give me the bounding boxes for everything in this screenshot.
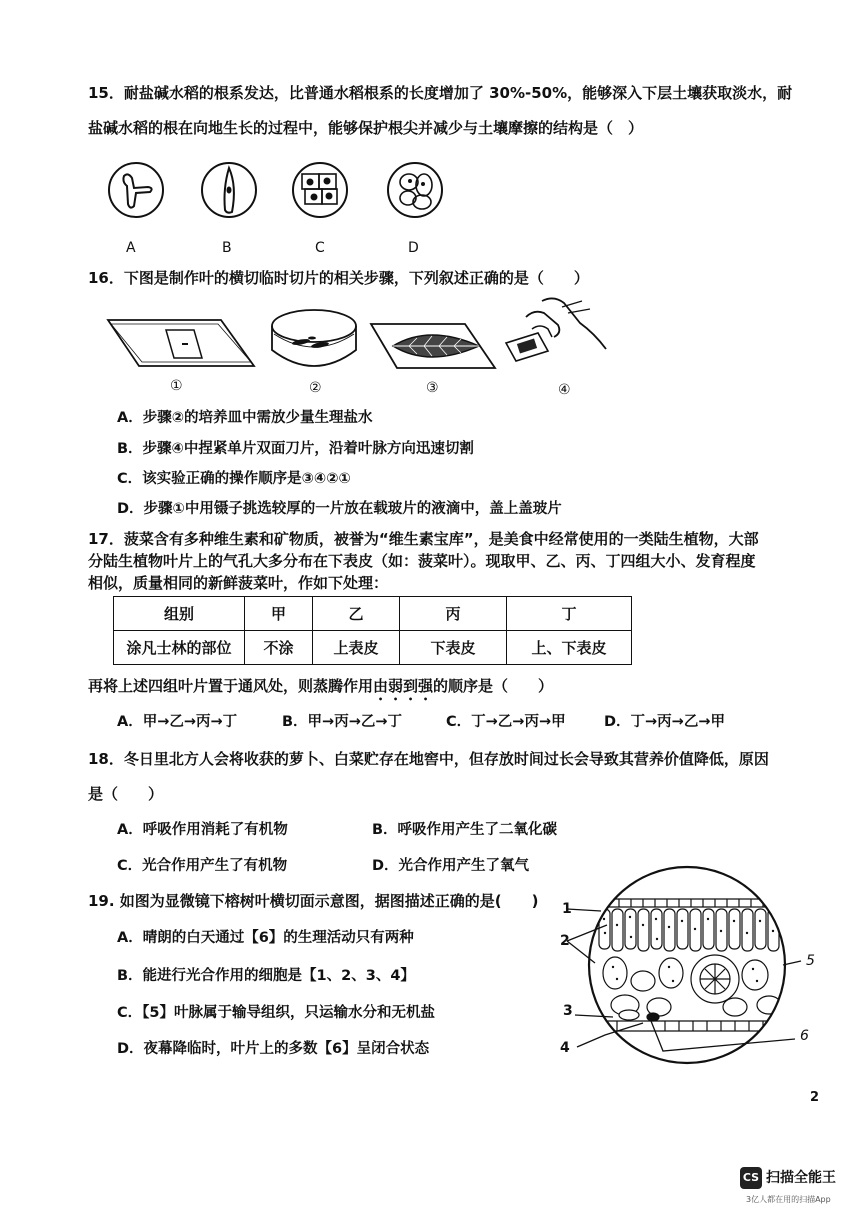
- q17-option-d[interactable]: D．丁→丙→乙→甲: [604, 714, 725, 730]
- q17-option-c[interactable]: C．丁→乙→丙→甲: [446, 714, 566, 730]
- q19-figure-label-6: 6: [800, 1028, 809, 1044]
- q16-option-a[interactable]: A．步骤②的培养皿中需放少量生理盐水: [117, 410, 373, 426]
- q18-option-b[interactable]: B．呼吸作用产生了二氧化碳: [372, 822, 558, 838]
- q17-question-line: [88, 676, 553, 704]
- q18-stem-line1: 18．冬日里北方人会将收获的萝卜、白菜贮存在地窖中，但存放时间过长会导致其营养价值降低，原因: [88, 750, 769, 768]
- q16-step3-leaf-figure: [369, 320, 497, 372]
- q17-question-emphasis: 由弱到强: [373, 677, 434, 695]
- q18-option-d[interactable]: D．光合作用产生了氧气: [372, 858, 530, 874]
- q15-label-a: A: [126, 240, 136, 256]
- q16-label-step4: ④: [558, 382, 571, 398]
- q15-stem-line2: 盐碱水稻的根在向地生长的过程中，能够保护根尖并减少与土壤摩擦的结构是（ ）: [88, 119, 644, 137]
- q18-stem-line2: 是（ ）: [88, 785, 164, 803]
- q15-label-b: B: [222, 240, 232, 256]
- q17-option-a[interactable]: A．甲→乙→丙→丁: [117, 714, 238, 730]
- q19-figure-label-5: 5: [806, 953, 815, 969]
- q19-stem: 19. 如图为显微镜下榕树叶横切面示意图，据图描述正确的是( ): [88, 892, 539, 910]
- q16-stem: 16．下图是制作叶的横切临时切片的相关步骤，下列叙述正确的是（ ）: [88, 269, 589, 287]
- q18-option-a[interactable]: A．呼吸作用消耗了有机物: [117, 822, 288, 838]
- scanner-logo-icon: CS: [740, 1167, 762, 1189]
- page-number: 2: [810, 1090, 820, 1105]
- table-header-cell: 组别: [114, 597, 245, 631]
- table-cell: 上表皮: [313, 631, 400, 665]
- scanner-tagline: 3亿人都在用的扫描App: [746, 1195, 831, 1204]
- table-cell: 上、下表皮: [507, 631, 632, 665]
- q16-label-step1: ①: [170, 378, 183, 394]
- q16-option-b[interactable]: B．步骤④中捏紧单片双面刀片，沿着叶脉方向迅速切割: [117, 441, 474, 457]
- q15-figure-a: [106, 160, 166, 220]
- q19-figure-label-2: 2: [560, 933, 570, 949]
- q19-figure-label-3: 3: [563, 1003, 573, 1019]
- table-header-cell: 丁: [507, 597, 632, 631]
- q19-option-b[interactable]: B．能进行光合作用的细胞是【1、2、3、4】: [117, 968, 415, 984]
- q16-option-d[interactable]: D．步骤①中用镊子挑选较厚的一片放在载玻片的液滴中，盖上盖玻片: [117, 501, 562, 517]
- q17-question-post: 的顺序是（ ）: [433, 677, 554, 695]
- q19-leaf-cross-section-figure: [555, 855, 820, 1070]
- q17-stem-line3: 相似，质量相同的新鲜菠菜叶，作如下处理：: [88, 574, 389, 592]
- q16-step4-cutting-figure: [502, 293, 610, 375]
- q17-option-b[interactable]: B．甲→丙→乙→丁: [282, 714, 402, 730]
- q18-option-c[interactable]: C．光合作用产生了有机物: [117, 858, 288, 874]
- q19-figure-label-1: 1: [562, 901, 572, 917]
- q17-question-pre: 再将上述四组叶片置于通风处，则蒸腾作用: [88, 677, 374, 695]
- q15-label-d: D: [408, 240, 419, 256]
- table-header-cell: 甲: [245, 597, 313, 631]
- table-cell: 下表皮: [400, 631, 507, 665]
- q17-stem-line2: 分陆生植物叶片上的气孔大多分布在下表皮（如：菠菜叶）。现取甲、乙、丙、丁四组大小、发育程度: [88, 552, 756, 570]
- q17-stem-line1: 17．菠菜含有多种维生素和矿物质，被誉为“维生素宝库”，是美食中经常使用的一类陆生植物，大部: [88, 530, 759, 548]
- table-header-cell: 乙: [313, 597, 400, 631]
- q16-option-c[interactable]: C．该实验正确的操作顺序是③④②①: [117, 471, 351, 487]
- q15-label-c: C: [315, 240, 325, 256]
- q17-treatment-table: [113, 596, 632, 665]
- q19-option-d[interactable]: D．夜幕降临时，叶片上的多数【6】呈闭合状态: [117, 1041, 430, 1057]
- scanner-app-name: 扫描全能王: [766, 1170, 836, 1186]
- q16-step1-slide-figure: [106, 312, 256, 370]
- q16-label-step3: ③: [426, 380, 439, 396]
- q15-stem-line1: 15．耐盐碱水稻的根系发达，比普通水稻根系的长度增加了 30%-50%，能够深入下层土壤获取淡水，耐: [88, 84, 793, 102]
- q19-option-c[interactable]: C．【5】叶脉属于输导组织，只运输水分和无机盐: [117, 1005, 435, 1021]
- q15-figure-d: [384, 160, 446, 220]
- table-cell: 不涂: [245, 631, 313, 665]
- q19-figure-label-4: 4: [560, 1040, 570, 1056]
- table-row: [114, 631, 632, 665]
- table-cell: 涂凡士林的部位: [114, 631, 245, 665]
- table-header-cell: 丙: [400, 597, 507, 631]
- table-header-row: [114, 597, 632, 631]
- q16-label-step2: ②: [309, 380, 322, 396]
- q16-step2-dish-figure: [268, 304, 360, 376]
- q19-option-a[interactable]: A．晴朗的白天通过【6】的生理活动只有两种: [117, 930, 414, 946]
- q15-figure-c: [289, 160, 351, 220]
- q15-figure-b: [199, 160, 259, 220]
